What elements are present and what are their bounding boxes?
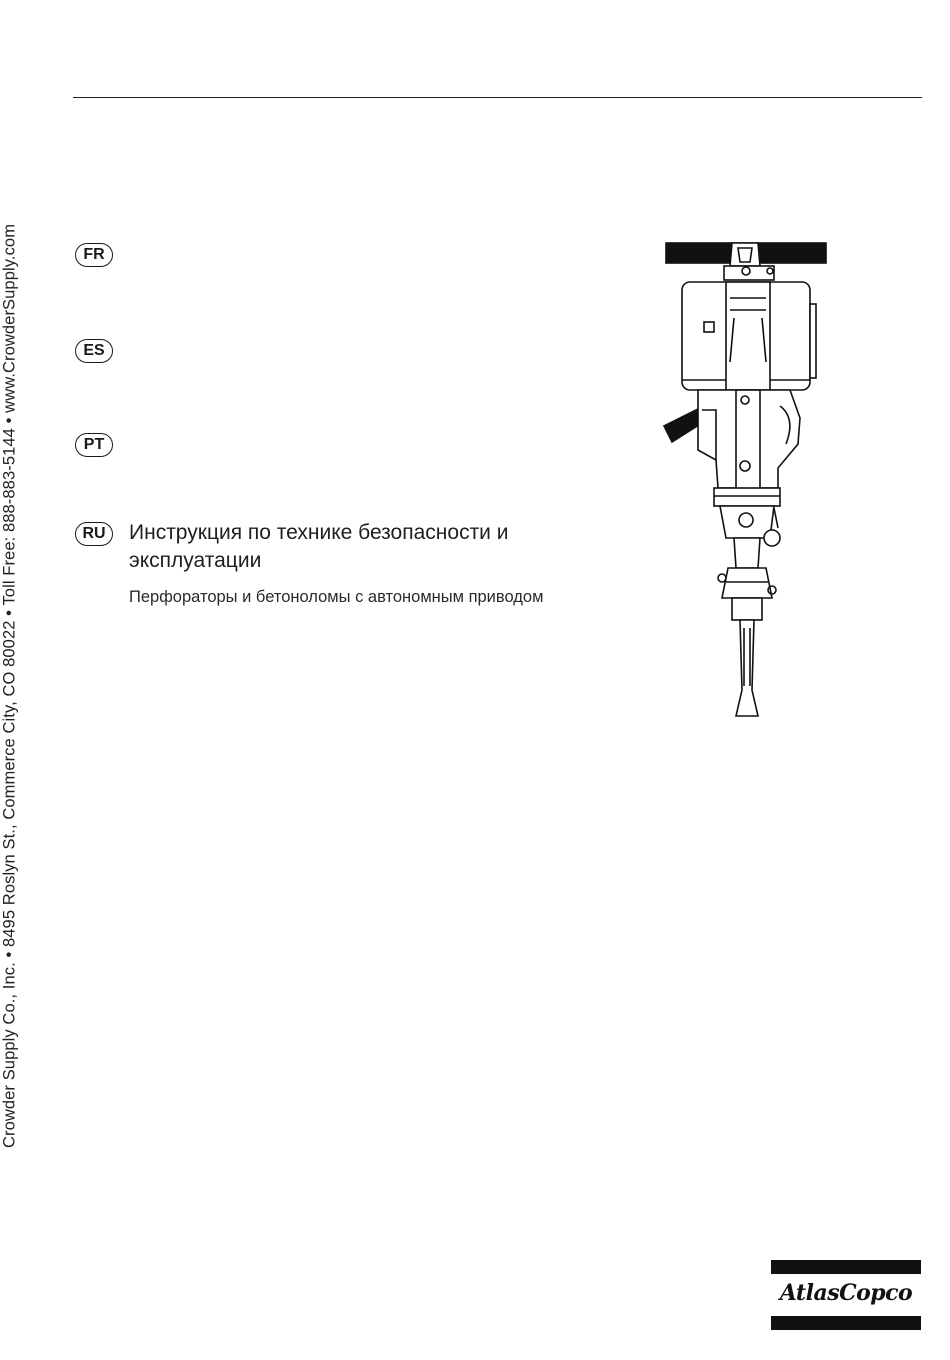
- language-badge-es: ES: [75, 339, 113, 363]
- logo-wordmark: AtlasCopco: [779, 1280, 913, 1306]
- breaker-tool-illustration: [660, 238, 832, 728]
- top-rule: [73, 97, 922, 98]
- language-badge-ru: RU: [75, 522, 113, 546]
- language-badge-fr: FR: [75, 243, 113, 267]
- document-subtitle-ru: Перфораторы и бетоноломы с автономным приводом: [129, 588, 544, 606]
- logo-bottom-bar: [771, 1316, 921, 1330]
- document-title-ru: Инструкция по технике безопасности и эксплуатации: [129, 521, 509, 572]
- language-badge-pt: PT: [75, 433, 113, 457]
- atlas-copco-logo: [771, 1260, 921, 1332]
- publisher-contact-text: Crowder Supply Co., Inc. • 8495 Roslyn St., Commerce City, CO 80022 • Toll Free: 888-883-5144 • www.CrowderSupply.com: [0, 223, 19, 1149]
- logo-top-bar: [771, 1260, 921, 1274]
